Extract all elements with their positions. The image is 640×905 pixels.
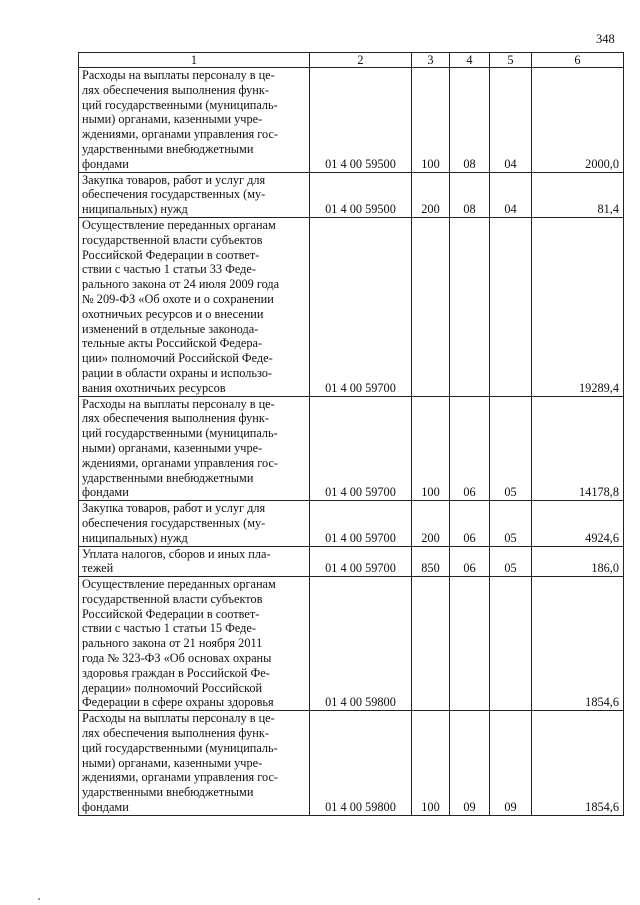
row-section: 09 [450, 711, 490, 816]
description-line: фондами [82, 156, 129, 171]
description-line: обеспечения государственных (му- [82, 515, 266, 530]
row-amount: 1854,6 [532, 577, 624, 711]
description-line: рального закона от 21 ноября 2011 [82, 636, 263, 651]
description-line: Осуществление переданных органам [82, 577, 276, 592]
description-line: ными) органами, казенными учре- [82, 112, 263, 127]
row-amount: 2000,0 [532, 68, 624, 173]
row-amount: 4924,6 [532, 501, 624, 546]
row-subsection: 04 [490, 172, 532, 217]
row-description [79, 501, 310, 546]
description-line: ударственными внебюджетными [82, 141, 254, 156]
description-line: ными) органами, казенными учре- [82, 440, 263, 455]
description-line: ций государственными (муниципаль- [82, 426, 278, 441]
description-line: лях обеспечения выполнения функ- [82, 411, 269, 426]
description-line: ниципальных) нужд [82, 530, 188, 545]
row-expense-type [412, 577, 450, 711]
description-line: охотничьих ресурсов и о внесении [82, 306, 264, 321]
row-section: 06 [450, 501, 490, 546]
description-line: тельные акты Российской Федера- [82, 336, 263, 351]
description-line: дерации» полномочий Российской [82, 680, 263, 695]
description-line: ций государственными (муниципаль- [82, 740, 278, 755]
description-line: ударственными внебюджетными [82, 470, 254, 485]
description-line: фондами [82, 800, 129, 815]
scan-speck [38, 898, 40, 900]
description-line: № 209-ФЗ «Об охоте и о сохранении [82, 291, 274, 306]
description-line: ударственными внебюджетными [82, 785, 254, 800]
description-line: Федерации в сфере охраны здоровья [82, 695, 274, 710]
row-section: 08 [450, 172, 490, 217]
description-line: Российской Федерации в соответ- [82, 606, 260, 621]
row-section: 06 [450, 546, 490, 577]
description-line: ствии с частью 1 статьи 33 Феде- [82, 262, 256, 277]
description-line: Расходы на выплаты персоналу в це- [82, 68, 275, 82]
row-subsection: 04 [490, 68, 532, 173]
description-line: Закупка товаров, работ и услуг для [82, 172, 266, 187]
row-subsection [490, 217, 532, 396]
row-description [79, 217, 310, 396]
row-expense-type: 100 [412, 396, 450, 501]
row-target-code: 01 4 00 59800 [310, 711, 412, 816]
description-line: лях обеспечения выполнения функ- [82, 726, 269, 741]
description-line: государственной власти субъектов [82, 232, 263, 247]
description-line: здоровья граждан в Российской Фе- [82, 665, 270, 680]
row-target-code: 01 4 00 59800 [310, 577, 412, 711]
description-line: Расходы на выплаты персоналу в це- [82, 396, 275, 411]
description-line: ными) органами, казенными учре- [82, 755, 263, 770]
description-line: лях обеспечения выполнения функ- [82, 82, 269, 97]
row-section: 06 [450, 396, 490, 501]
row-description [79, 577, 310, 711]
table-row [79, 217, 624, 396]
row-expense-type [412, 217, 450, 396]
header-col-5: 5 [490, 53, 532, 68]
description-line: ниципальных) нужд [82, 202, 188, 217]
description-line: ждениями, органами управления гос- [82, 127, 279, 142]
page-number: 348 [596, 32, 615, 46]
description-line: изменений в отдельные законода- [82, 321, 259, 336]
row-target-code: 01 4 00 59700 [310, 396, 412, 501]
description-line: Уплата налогов, сборов и иных пла- [82, 546, 271, 561]
description-line: ции» полномочий Российской Феде- [82, 351, 273, 366]
row-description [79, 68, 310, 173]
header-col-4: 4 [450, 53, 490, 68]
row-description [79, 546, 310, 577]
row-amount: 81,4 [532, 172, 624, 217]
row-section: 08 [450, 68, 490, 173]
row-subsection: 05 [490, 396, 532, 501]
description-line: вания охотничьих ресурсов [82, 380, 226, 395]
description-line: ждениями, органами управления гос- [82, 455, 279, 470]
row-expense-type: 850 [412, 546, 450, 577]
table-row [79, 577, 624, 711]
row-description [79, 711, 310, 816]
description-line: рального закона от 24 июля 2009 года [82, 277, 280, 292]
description-line: Закупка товаров, работ и услуг для [82, 501, 266, 516]
row-target-code: 01 4 00 59500 [310, 68, 412, 173]
row-description [79, 396, 310, 501]
description-line: государственной власти субъектов [82, 591, 263, 606]
row-expense-type: 200 [412, 501, 450, 546]
description-line: Российской Федерации в соответ- [82, 247, 260, 262]
header-col-2: 2 [310, 53, 412, 68]
row-target-code: 01 4 00 59500 [310, 172, 412, 217]
row-amount: 14178,8 [532, 396, 624, 501]
budget-table [78, 52, 624, 816]
header-col-1: 1 [79, 53, 310, 68]
description-line: обеспечения государственных (му- [82, 187, 266, 202]
row-target-code: 01 4 00 59700 [310, 217, 412, 396]
row-expense-type: 100 [412, 711, 450, 816]
description-line: ций государственными (муниципаль- [82, 97, 278, 112]
description-line: Расходы на выплаты персоналу в це- [82, 711, 275, 726]
row-target-code: 01 4 00 59700 [310, 546, 412, 577]
description-line: тежей [82, 561, 114, 576]
header-col-6: 6 [532, 53, 624, 68]
table-row [79, 501, 624, 546]
row-expense-type: 100 [412, 68, 450, 173]
row-subsection: 09 [490, 711, 532, 816]
row-section [450, 217, 490, 396]
row-target-code: 01 4 00 59700 [310, 501, 412, 546]
description-line: рации в области охраны и использо- [82, 365, 273, 380]
row-expense-type: 200 [412, 172, 450, 217]
description-line: года № 323-ФЗ «Об основах охраны [82, 651, 272, 666]
description-line: ждениями, органами управления гос- [82, 770, 279, 785]
row-amount: 186,0 [532, 546, 624, 577]
description-line: фондами [82, 485, 129, 500]
row-amount: 1854,6 [532, 711, 624, 816]
row-subsection: 05 [490, 546, 532, 577]
table-row [79, 172, 624, 217]
row-amount: 19289,4 [532, 217, 624, 396]
description-line: Осуществление переданных органам [82, 217, 276, 232]
row-section [450, 577, 490, 711]
table-row [79, 711, 624, 816]
row-subsection [490, 577, 532, 711]
table-row [79, 68, 624, 173]
row-description [79, 172, 310, 217]
header-col-3: 3 [412, 53, 450, 68]
table-row [79, 546, 624, 577]
table-row [79, 396, 624, 501]
row-subsection: 05 [490, 501, 532, 546]
header-row [79, 53, 624, 68]
description-line: ствии с частью 1 статьи 15 Феде- [82, 621, 256, 636]
